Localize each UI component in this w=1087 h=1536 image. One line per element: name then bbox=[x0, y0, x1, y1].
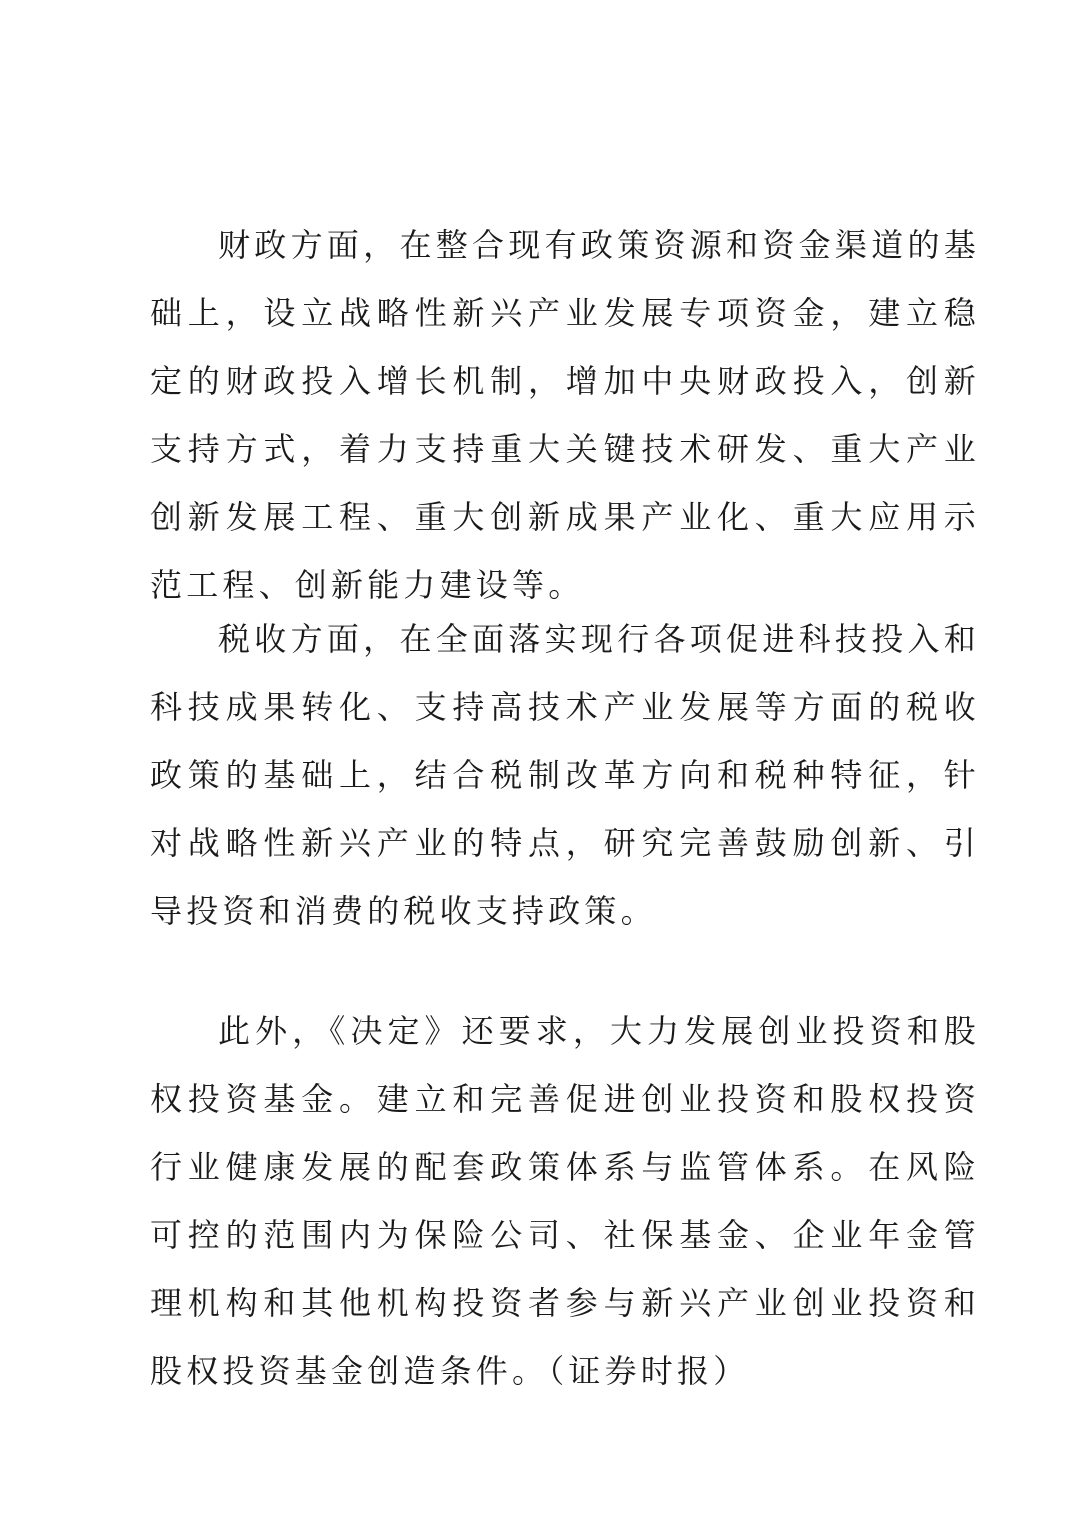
paragraph-tax-policy: 税收方面，在全面落实现行各项促进科技投入和科技成果转化、支持高技术产业发展等方面的税收政策的基础上，结合税制改革方向和税种特征，针对战略性新兴产业的特点，研究完善鼓励创新、引导投资和消费的税收支持政策。 bbox=[150, 620, 980, 930]
paragraph-investment-funds: 此外，《决定》还要求，大力发展创业投资和股权投资基金。建立和完善促进创业投资和股权投资行业健康发展的配套政策体系与监管体系。在风险可控的范围内为保险公司、社保基金、企业年金管理机构和其他机构投资者参与新兴产业创业投资和股权投资基金创造条件。（证券时报） bbox=[150, 1012, 980, 1390]
paragraph-fiscal-policy: 财政方面，在整合现有政策资源和资金渠道的基础上，设立战略性新兴产业发展专项资金，建立稳定的财政投入增长机制，增加中央财政投入，创新支持方式，着力支持重大关键技术研发、重大产业创新发展工程、重大创新成果产业化、重大应用示范工程、创新能力建设等。 bbox=[150, 226, 980, 604]
